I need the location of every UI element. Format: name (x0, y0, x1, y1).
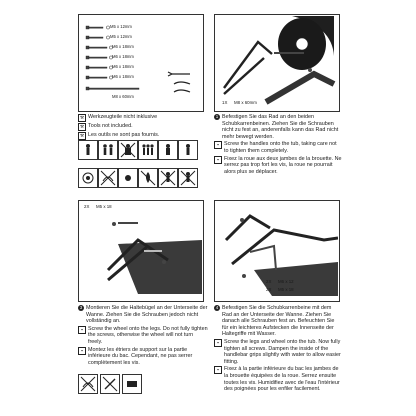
panel4-part-count-2: 2X (266, 287, 272, 292)
tub-illustration (78, 200, 202, 300)
panel4-part-count-1: 2X (266, 279, 272, 284)
instruction-fr: Fixez la roue aux deux jambes de la brouette. Ne serrez pas trop fort les vis, la roue ne pourrait alors plus se déplacer. (224, 155, 342, 175)
panel4-part-label-1: M6 x 12 (278, 279, 294, 284)
pictogram-no-push (178, 168, 198, 188)
instruction-de: Montieren Sie die Haltebügel an der Unterseite der Wanne. Ziehen Sie die Schrauben jedoch nicht vollständig an. (86, 305, 208, 325)
instruction-en: Screw the handles onto the tub, taking care not to tighten them completely. (224, 141, 337, 154)
pictogram-no-tools (100, 374, 120, 394)
panel2-part-label: M8 x 60mm (234, 100, 257, 105)
instruction-de: Befestigen Sie die Schubkarrenbeine mit dem Rad an der Unterseite der Wanne. Ziehen Sie danach alle Schrauben fest an. Befeuchten Sie für ein leichteres Aufstecken die Innenseite der Haltegriffe mit Wasser. (222, 305, 335, 338)
pictogram-people (138, 140, 158, 160)
tool-icon: ⚒ (79, 124, 85, 129)
bolt-label-4: M6 x 18mm (112, 54, 134, 59)
note-fr: Les outils ne sont pas fournis. (88, 132, 160, 138)
panel1-notes (78, 114, 202, 141)
fr-flag-icon: ▪ (214, 156, 222, 164)
fr-flag-icon: ▪ (214, 366, 222, 374)
fr-flag-icon: ▪ (78, 347, 86, 355)
uk-flag-icon: ▪ (78, 326, 86, 334)
panel4-part-label-2: M5 x 18 (278, 287, 294, 292)
pictogram-brush (122, 374, 142, 394)
bolt-label-2: M5 x 12mm (110, 34, 132, 39)
pictogram-stand (178, 140, 198, 160)
pictogram-ride (158, 140, 178, 160)
pictogram-sun (118, 168, 138, 188)
pictogram-adults (98, 140, 118, 160)
panel4-notes (214, 305, 342, 394)
uk-flag-icon: ▪ (214, 339, 222, 347)
panel2-notes (214, 114, 342, 176)
note-de: Werkzeugteile nicht inklusive (88, 114, 158, 120)
instruction-fr: Fixez à la partie inférieure du bac les jambes de la brouette équipées de la roue. Serrez ensuite toutes les vis. Humidifiez avec de l'eau l'intérieur des poignées pour les enfiler facilement. (224, 366, 340, 393)
pictogram-no-load (118, 140, 138, 160)
pictogram-garden (78, 168, 98, 188)
panel3-notes (78, 305, 208, 367)
step-number-3: 3 (79, 305, 83, 310)
bolt-label-1: M5 x 12mm (110, 24, 132, 29)
panel3-part-count: 2X (84, 204, 90, 209)
pictogram-no-fire (138, 168, 158, 188)
instruction-en: Screw the legs and wheel onto the tub. Now fully tighten all screws. Dampen the inside of the handlebar grips slightly with water to allow easier fitting. (224, 338, 341, 365)
panel2-part-count: 1X (222, 100, 228, 105)
bolt-label-5: M6 x 18mm (112, 64, 134, 69)
wheel-illustration (214, 14, 338, 110)
pictogram-no-water-hose (78, 374, 98, 394)
bolt-label-3: M6 x 18mm (112, 44, 134, 49)
pictogram-no-climb (158, 168, 178, 188)
final-assembly-illustration (214, 200, 338, 300)
note-en: Tools not included. (88, 123, 133, 129)
panel3-part-label: M5 x 18 (96, 204, 112, 209)
step-number-1: 1 (215, 114, 219, 119)
tool-icon: ⚒ (79, 115, 85, 120)
pictogram-child (78, 140, 98, 160)
step-number-4: 4 (215, 305, 219, 310)
parts-illustration (78, 14, 202, 110)
instruction-fr: Montez les étriers de support sur la partie inférieure du bac. Cependant, ne pas serrer complètement les vis. (88, 346, 193, 366)
long-bolt-label: M8 x 60mm (112, 94, 134, 99)
uk-flag-icon: ▪ (214, 141, 222, 149)
instruction-en: Screw the wheel onto the legs. Do not fully tighten the screws, otherwise the wheel will not turn freely. (88, 325, 208, 345)
instruction-de: Befestigen Sie das Rad an den beiden Schubkarrenbeinen. Ziehen Sie die Schrauben nicht zu fest an, anderenfalls kann das Rad nicht mehr bewegt werden. (222, 114, 339, 140)
tool-icon: ⚒ (79, 133, 85, 138)
pictogram-no-water (98, 168, 118, 188)
bolt-label-6: M6 x 18mm (112, 74, 134, 79)
